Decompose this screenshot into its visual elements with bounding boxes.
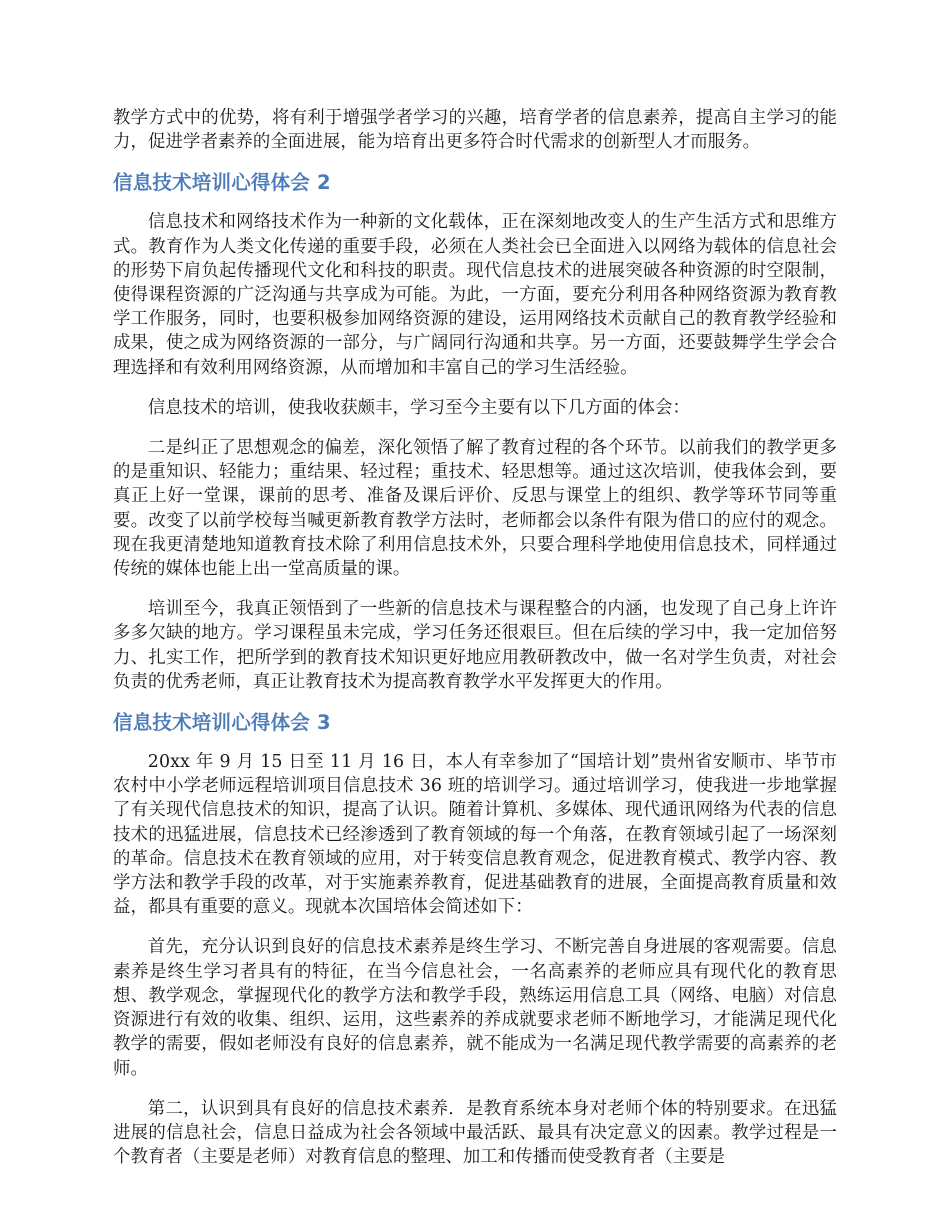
section-2-heading: 信息技术培训心得体会 2 (113, 171, 331, 195)
document-page (113, 106, 837, 1169)
intro-paragraph: 教学方式中的优势，将有利于增强学者学习的兴趣，培育学者的信息素养，提高自主学习的能力，促进学者素养的全面进展，能为培育出更多符合时代需求的创新型人才而服务。 (113, 108, 837, 153)
section-2-paragraph-3: 二是纠正了思想观念的偏差，深化领悟了解了教育过程的各个环节。以前我们的教学更多的是重知识、轻能力；重结果、轻过程；重技术、轻思想等。通过这次培训，使我体会到，要真正上好一堂课，课前的思考、准备及课后评价、反思与课堂上的组织、教学等环节同等重要。改变了以前学校每当喊更新教育教学方法时，老师都会以条件有限为借口的应付的观念。现在我更清楚地知道教育技术除了利用信息技术外，只要合理科学地使用信息技术，同样通过传统的媒体也能上出一堂高质量的课。 (113, 438, 837, 580)
section-2-paragraph-1: 信息技术和网络技术作为一种新的文化载体，正在深刻地改变人的生产生活方式和思维方式。教育作为人类文化传递的重要手段，必须在人类社会已全面进入以网络为载体的信息社会的形势下肩负起传播现代文化和科技的职责。现代信息技术的进展突破各种资源的时空限制，使得课程资源的广泛沟通与共享成为可能。为此，一方面，要充分利用各种网络资源为教育教学工作服务，同时，也要积极参加网络资源的建设，运用网络技术贡献自己的教育教学经验和成果，使之成为网络资源的一部分，与广阔同行沟通和共享。另一方面，还要鼓舞学生学会合理选择和有效利用网络资源，从而增加和丰富自己的学习生活经验。 (113, 212, 837, 378)
section-3-paragraph-1: 20xx 年 9 月 15 日至 11 月 16 日，本人有幸参加了“国培计划”贵州省安顺市、毕节市农村中小学老师远程培训项目信息技术 36 班的培训学习。通过培训学习，使我进一步地掌握了有关现代信息技术的知识，提高了认识。随着计算机、多媒体、现代通讯网络为代表的信息技术的迅猛进展，信息技术已经渗透到了教育领域的每一个角落，在教育领域引起了一场深刻的革命。信息技术在教育领域的应用，对于转变信息教育观念，促进教育模式、教学内容、教学方法和教学手段的改革，对于实施素养教育，促进基础教育的进展，全面提高教育质量和效益，都具有重要的意义。现就本次国培体会简述如下： (113, 752, 837, 918)
section-3-paragraph-2: 首先，充分认识到良好的信息技术素养是终生学习、不断完善自身进展的客观需要。信息素养是终生学习者具有的特征，在当今信息社会，一名高素养的老师应具有现代化的教育思想、教学观念，掌握现代化的教学方法和教学手段，熟练运用信息工具（网络、电脑）对信息资源进行有效的收集、组织、运用，这些素养的养成就要求老师不断地学习，才能满足现代化教学的需要，假如老师没有良好的信息素养，就不能成为一名满足现代教学需要的高素养的老师。 (113, 937, 837, 1079)
section-2-paragraph-4: 培训至今，我真正领悟到了一些新的信息技术与课程整合的内涵，也发现了自己身上许许多多欠缺的地方。学习课程虽未完成，学习任务还很艰巨。但在后续的学习中，我一定加倍努力、扎实工作，把所学到的教育技术知识更好地应用教研教改中，做一名对学生负责，对社会负责的优秀老师，真正让教育技术为提高教育教学水平发挥更大的作用。 (113, 599, 837, 692)
section-3-paragraph-3: 第二，认识到具有良好的信息技术素养．是教育系统本身对老师个体的特别要求。在迅猛进展的信息社会，信息日益成为社会各领域中最活跃、最具有决定意义的因素。教学过程是一个教育者（主要是老师）对教育信息的整理、加工和传播而使受教育者（主要是 (113, 1098, 837, 1168)
section-2-paragraph-2: 信息技术的培训，使我收获颇丰，学习至今主要有以下几方面的体会： (147, 397, 691, 418)
section-3-heading: 信息技术培训心得体会 3 (113, 711, 331, 735)
